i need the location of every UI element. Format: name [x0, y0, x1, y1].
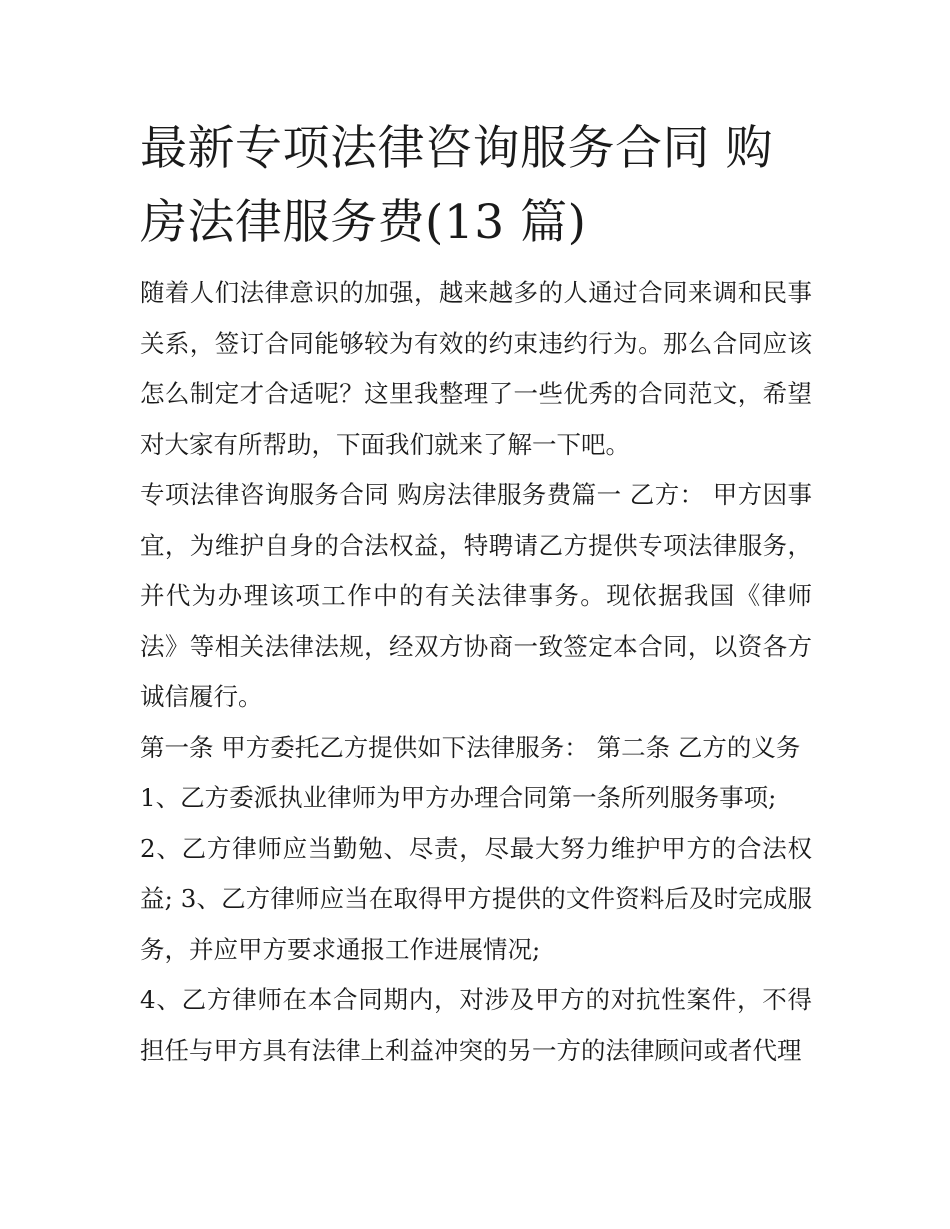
paragraph-duty-2-3: 2、乙方律师应当勤勉、尽责，尽最大努力维护甲方的合法权益; 3、乙方律师应当在取得甲方提供的文件资料后及时完成服务，并应甲方要求通报工作进展情况;: [140, 833, 812, 964]
document-title: 最新专项法律咨询服务合同 购房法律服务费(13 篇): [140, 121, 773, 250]
paragraph-duty-4: 4、乙方律师在本合同期内，对涉及甲方的对抗性案件，不得担任与甲方具有法律上利益冲突的另一方的法律顾问或者代理: [140, 985, 812, 1065]
paragraph-intro: 随着人们法律意识的加强，越来越多的人通过合同来调和民事关系，签订合同能够较为有效的约束违约行为。那么合同应该怎么制定才合适呢？这里我整理了一些优秀的合同范文，希望对大家有所帮助，下面我们就来了解一下吧。: [140, 278, 812, 459]
paragraph-duty-1: 1、乙方委派执业律师为甲方办理合同第一条所列服务事项;: [140, 783, 777, 812]
document-body: [140, 112, 812, 1076]
paragraph-contract-preamble: 专项法律咨询服务合同 购房法律服务费篇一 乙方： 甲方因事宜，为维护自身的合法权益，特聘请乙方提供专项法律服务，并代为办理该项工作中的有关法律事务。现依据我国《律师法》等相关法律法规，经双方协商一致签定本合同，以资各方诚信履行。: [140, 480, 812, 711]
paragraph-article-1-2: 第一条 甲方委托乙方提供如下法律服务： 第二条 乙方的义务: [140, 732, 801, 762]
title-block: [140, 112, 812, 260]
